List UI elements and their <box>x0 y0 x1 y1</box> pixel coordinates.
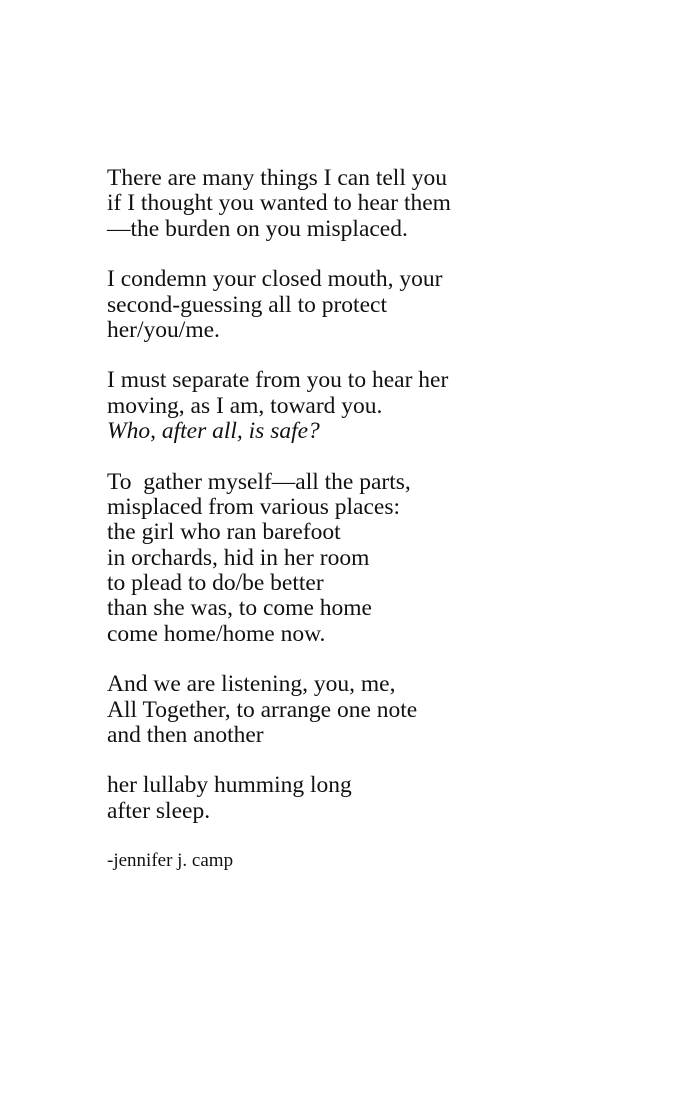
poem-line: misplaced from various places: <box>107 493 401 520</box>
stanza-6 <box>107 773 667 824</box>
poem-line: come home/home now. <box>107 620 326 647</box>
stanza-5 <box>107 672 667 748</box>
poem-line: if I thought you wanted to hear them <box>107 190 451 217</box>
poem-line: I condemn your closed mouth, your <box>107 266 443 293</box>
poem-line: in orchards, hid in her room <box>107 544 370 571</box>
poem-line-italic: Who, after all, is safe? <box>107 418 320 445</box>
poem-line: her/you/me. <box>107 316 220 343</box>
stanza-4 <box>107 470 667 648</box>
author-signature: -jennifer j. camp <box>107 850 234 871</box>
poem-line: her lullaby humming long <box>107 772 352 799</box>
poem-line: moving, as I am, toward you. <box>107 392 383 419</box>
poem-line: —the burden on you misplaced. <box>107 215 408 242</box>
poem-line: There are many things I can tell you <box>107 165 447 191</box>
poem-line: to plead to do/be better <box>107 570 324 597</box>
poem-line: second-guessing all to protect <box>107 291 387 318</box>
poem-line: than she was, to come home <box>107 595 372 622</box>
poem-line: And we are listening, you, me, <box>107 671 396 698</box>
poem-line: after sleep. <box>107 797 211 824</box>
stanza-2 <box>107 267 667 343</box>
poem <box>107 166 667 849</box>
poem-line: and then another <box>107 722 264 749</box>
stanza-3 <box>107 368 667 444</box>
stanza-1 <box>107 166 667 242</box>
poem-line: All Together, to arrange one note <box>107 696 418 723</box>
poem-line: To gather myself—all the parts, <box>107 468 411 495</box>
poem-line: the girl who ran barefoot <box>107 519 341 546</box>
poem-line: I must separate from you to hear her <box>107 367 449 394</box>
